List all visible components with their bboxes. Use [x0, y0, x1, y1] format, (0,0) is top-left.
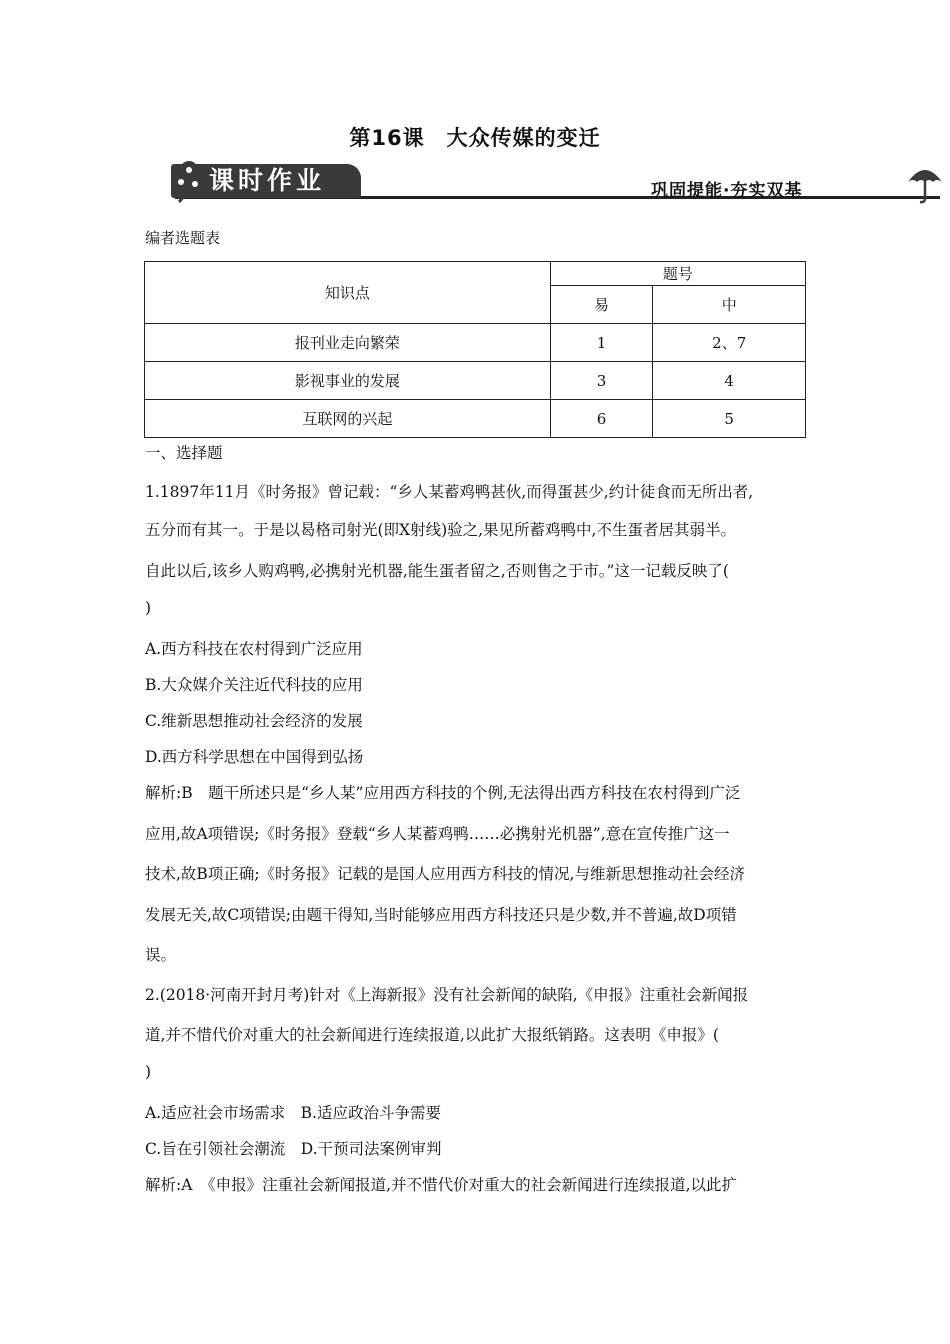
q1-option-c: C.维新思想推动社会经济的发展 — [145, 712, 363, 730]
banner-left-label: 课时作业 — [209, 166, 326, 195]
q1-option-d: D.西方科学思想在中国得到弘扬 — [145, 748, 364, 766]
cell-topic: 互联网的兴起 — [145, 400, 551, 438]
lesson-title: 第16课 大众传媒的变迁 — [349, 126, 601, 150]
q1-analysis-line: 解析:B 题干所述只是“乡人某”应用西方科技的个例,无法得出西方科技在农村得到广泛 — [145, 784, 741, 802]
q2-stem-line: 2.(2018·河南开封月考)针对《上海新报》没有社会新闻的缺陷,《申报》注重社会新闻报 — [145, 986, 749, 1004]
q1-stem-line: 五分而有其一。于是以曷格司射光(即X射线)验之,果见所蓄鸡鸭中,不生蛋者居其弱半。 — [145, 521, 736, 539]
q2-analysis-line: 解析:A 《申报》注重社会新闻报道,并不惜代价对重大的社会新闻进行连续报道,以此扩 — [145, 1176, 738, 1194]
q1-option-a: A.西方科技在农村得到广泛应用 — [145, 640, 363, 658]
section-heading: 一、选择题 — [145, 444, 223, 462]
homework-banner — [145, 158, 950, 204]
cell-easy: 3 — [550, 362, 653, 400]
q1-analysis-line: 技术,故B项正确;《时务报》记载的是国人应用西方科技的情况,与维新思想推动社会经济 — [145, 865, 745, 883]
q2-stem-line: ) — [145, 1063, 152, 1081]
q2-options-ab: A.适应社会市场需求 B.适应政治斗争需要 — [145, 1104, 441, 1122]
cell-medium: 4 — [653, 362, 806, 400]
header-question-number: 题号 — [550, 262, 805, 286]
cell-easy: 1 — [550, 324, 653, 362]
q1-stem-line: ) — [145, 599, 152, 617]
q1-analysis-line: 应用,故A项错误;《时务报》登载“乡人某蓄鸡鸭……必携射光机器”,意在宣传推广这一 — [145, 825, 730, 843]
umbrella-icon — [905, 162, 945, 204]
table-caption: 编者选题表 — [145, 229, 221, 247]
header-easy: 易 — [550, 286, 653, 324]
cell-medium: 2、7 — [653, 324, 806, 362]
cell-topic: 影视事业的发展 — [145, 362, 551, 400]
table-row — [145, 362, 806, 400]
q1-analysis-line: 发展无关,故C项错误;由题干得知,当时能够应用西方科技还只是少数,并不普遍,故D项错 — [145, 906, 737, 924]
header-medium: 中 — [653, 286, 806, 324]
q1-stem-line: 1.1897年11月《时务报》曾记载：“乡人某蓄鸡鸭甚伙,而得蛋甚少,约计徒食而无所出者, — [145, 483, 754, 501]
q2-stem-line: 道,并不惜代价对重大的社会新闻进行连续报道,以此扩大报纸销路。这表明《申报》( — [145, 1026, 719, 1044]
cell-medium: 5 — [653, 400, 806, 438]
table-row — [145, 400, 806, 438]
header-knowledge: 知识点 — [145, 262, 551, 324]
cell-easy: 6 — [550, 400, 653, 438]
table-row — [145, 324, 806, 362]
topic-selection-table — [144, 261, 806, 438]
q1-analysis-line: 误。 — [145, 946, 177, 964]
banner-right-label: 巩固提能·夯实双基 — [651, 181, 803, 201]
q1-stem-line: 自此以后,该乡人购鸡鸭,必携射光机器,能生蛋者留之,否则售之于市。”这一记载反映了( — [145, 562, 729, 580]
q2-options-cd: C.旨在引领社会潮流 D.干预司法案例审判 — [145, 1140, 442, 1158]
cell-topic: 报刊业走向繁荣 — [145, 324, 551, 362]
q1-option-b: B.大众媒介关注近代科技的应用 — [145, 676, 363, 694]
